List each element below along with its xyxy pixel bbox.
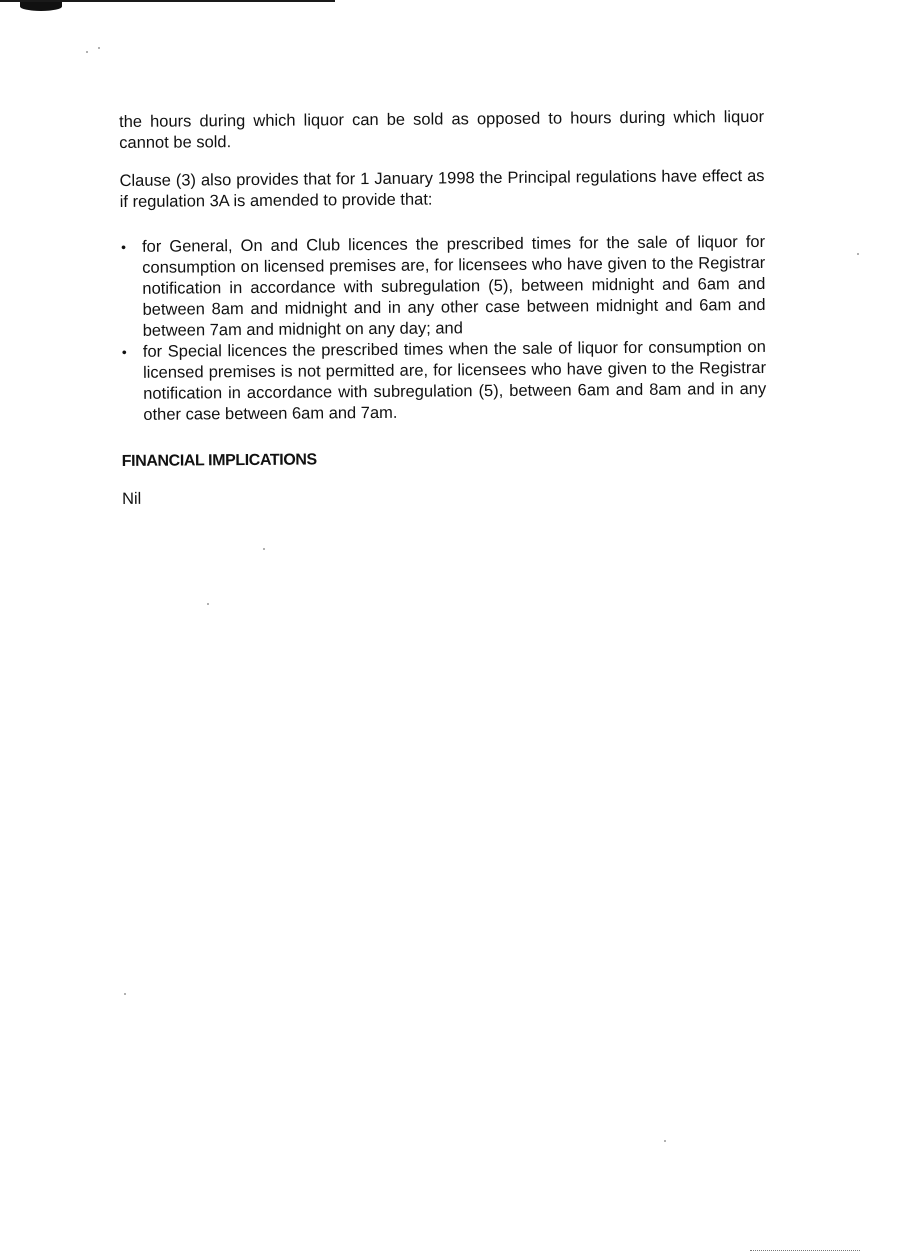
scan-speck	[207, 603, 209, 605]
scan-bottom-dots	[750, 1249, 860, 1251]
bullet-text: for Special licences the prescribed times when the sale of liquor for consumption on licensed premises is not permitted are, for licensees who have given to the Registrar notification in accordance with subregulation (5), between 6am and 8am and in any other case between 6am and 7am.	[142, 337, 767, 424]
bullet-list	[120, 232, 766, 426]
scan-ink-blob	[20, 2, 62, 11]
paragraph-clause-3: Clause (3) also provides that for 1 January 1998 the Principal regulations have effect as if regulation 3A is amended to provide that:	[119, 166, 765, 211]
scan-speck	[98, 47, 100, 49]
bullet-item-special-licences	[121, 337, 767, 426]
scan-speck	[263, 548, 265, 550]
paragraph-hours: the hours during which liquor can be sold as opposed to hours during which liquor cannot be sold.	[119, 107, 765, 152]
bullet-icon: •	[120, 238, 127, 255]
bullet-icon: •	[121, 343, 127, 360]
scan-speck	[124, 993, 126, 995]
bullet-item-general-licences	[120, 232, 766, 342]
scan-speck	[664, 1140, 666, 1142]
bullet-text: for General, On and Club licences the prescribed times for the sale of liquor for consumption on licensed premises are, for licensees who have given to the Registrar notification in accordance with subregulation (5), between midnight and 6am and between 8am and midnight and in any other case between midnight and 6am and between 7am and midnight on any day; and	[141, 232, 766, 340]
financial-implications-heading: FINANCIAL IMPLICATIONS	[121, 451, 317, 470]
document-body	[119, 107, 767, 510]
scan-speck	[86, 51, 88, 53]
scan-speck	[857, 253, 859, 255]
financial-implications-value: Nil	[121, 489, 142, 508]
